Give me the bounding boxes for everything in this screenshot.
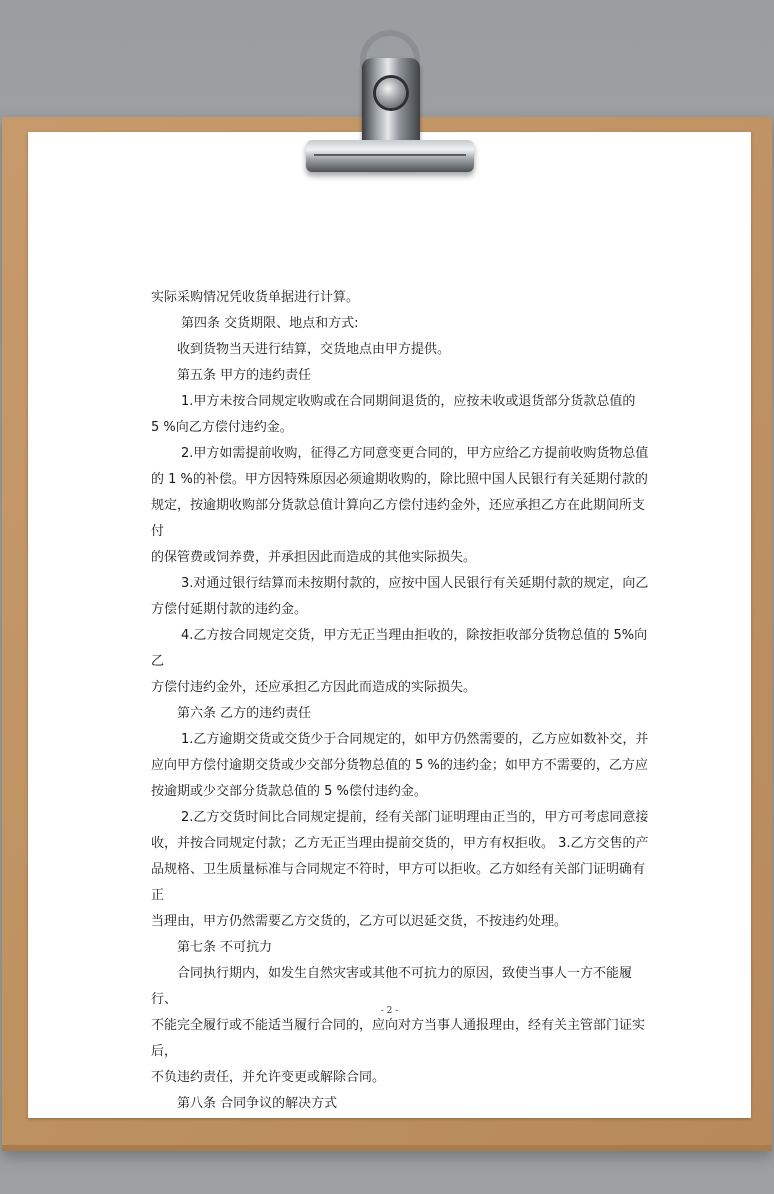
document-page xyxy=(28,132,751,1118)
text-line: 方偿付延期付款的违约金。 xyxy=(151,602,308,617)
text-line: 3.对通过银行结算而未按期付款的，应按中国人民银行有关延期付款的规定，向乙 xyxy=(181,576,649,591)
text-line: 合同执行期内，如发生自然灾害或其他不可抗力的原因，致使当事人一方不能履行、 xyxy=(151,966,633,1007)
text-line: 应向甲方偿付逾期交货或少交部分货物总值的 5 %的违约金；如甲方不需要的，乙方应 xyxy=(151,758,648,773)
text-line: 2.甲方如需提前收购，征得乙方同意变更合同的，甲方应给乙方提前收购货物总值 xyxy=(181,446,649,461)
text-line: 1.乙方逾期交货或交货少于合同规定的，如甲方仍然需要的，乙方应如数补交，并 xyxy=(181,732,649,747)
text-line: 品规格、卫生质量标准与合同规定不符时，甲方可以拒收。乙方如经有关部门证明确有正 xyxy=(151,862,646,903)
text-line: 的 1 %的补偿。甲方因特殊原因必须逾期收购的，除比照中国人民银行有关延期付款的 xyxy=(151,472,648,487)
text-line: 不能完全履行或不能适当履行合同的，应向对方当事人通报理由，经有关主管部门证实后， xyxy=(151,1018,646,1059)
section-heading-7: 第七条 不可抗力 xyxy=(177,940,273,955)
text-line: 4.乙方按合同规定交货，甲方无正当理由拒收的，除按拒收部分货物总值的 5%向乙 xyxy=(151,628,648,669)
text-line: 实际采购情况凭收货单据进行计算。 xyxy=(151,290,360,305)
section-heading-5: 第五条 甲方的违约责任 xyxy=(177,368,312,383)
contract-text xyxy=(151,285,656,1117)
clipboard-board xyxy=(2,117,772,1151)
text-line: 不负违约责任，并允许变更或解除合同。 xyxy=(151,1070,386,1085)
clip-rivet-icon xyxy=(376,78,406,108)
page-number: - 2 - xyxy=(380,1006,399,1016)
clip-jaw xyxy=(306,140,474,172)
text-line: 5 %向乙方偿付违约金。 xyxy=(151,420,293,435)
text-line: 收，并按合同规定付款；乙方无正当理由提前交货的，甲方有权拒收。 3.乙方交售的产 xyxy=(151,836,649,851)
text-line: 当理由，甲方仍然需要乙方交货的，乙方可以迟延交货，不按违约处理。 xyxy=(151,914,568,929)
section-heading-4: 第四条 交货期限、地点和方式: xyxy=(181,316,359,331)
text-line: 的保管费或饲养费，并承担因此而造成的其他实际损失。 xyxy=(151,550,477,565)
text-line: 收到货物当天进行结算，交货地点由甲方提供。 xyxy=(177,342,451,357)
text-line: 按逾期或少交部分货款总值的 5 %偿付违约金。 xyxy=(151,784,427,799)
text-line: 规定，按逾期收购部分货款总值计算向乙方偿付违约金外，还应承担乙方在此期间所支付 xyxy=(151,498,646,539)
text-line: 1.甲方未按合同规定收购或在合同期间退货的，应按未收或退货部分货款总值的 xyxy=(181,394,636,409)
section-heading-8: 第八条 合同争议的解决方式 xyxy=(177,1096,338,1111)
text-line: 方偿付违约金外，还应承担乙方因此而造成的实际损失。 xyxy=(151,680,477,695)
binder-clip xyxy=(300,28,480,178)
text-line: 2.乙方交货时间比合同规定提前，经有关部门证明理由正当的，甲方可考虑同意接 xyxy=(181,810,649,825)
section-heading-6: 第六条 乙方的违约责任 xyxy=(177,706,312,721)
